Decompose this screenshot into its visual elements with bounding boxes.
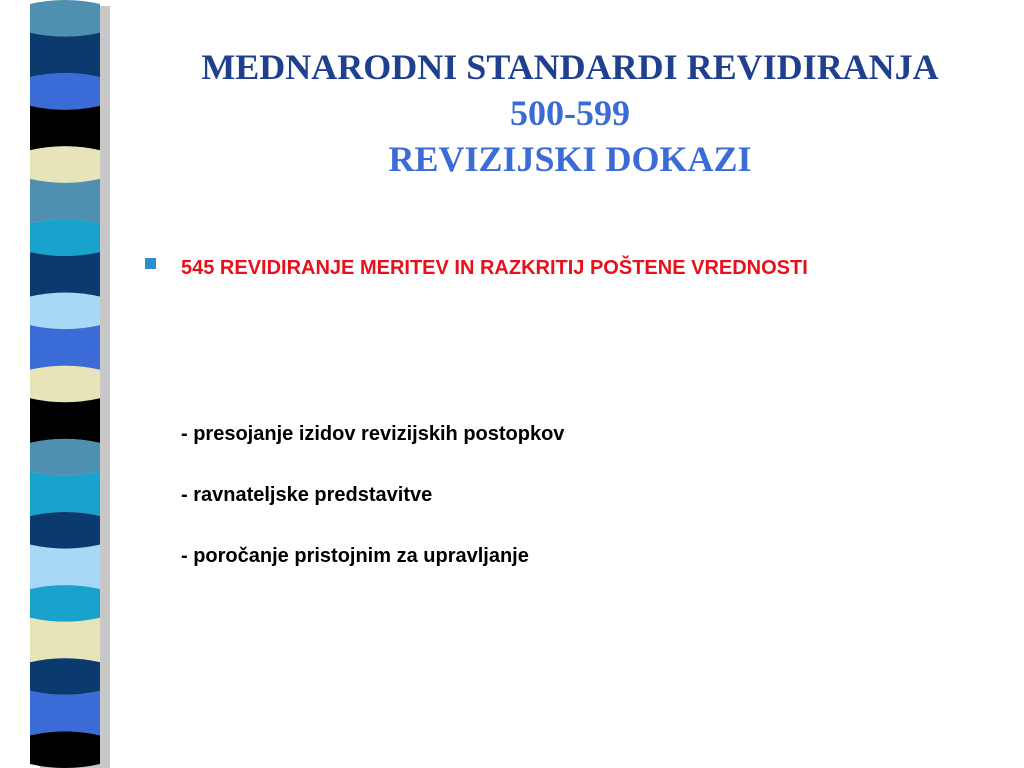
stripe-segment bbox=[30, 398, 100, 443]
stripe-segment bbox=[30, 618, 100, 663]
stripe-segment bbox=[30, 512, 100, 549]
stripe-segment bbox=[30, 545, 100, 590]
stripe-segment bbox=[30, 471, 100, 516]
square-bullet-icon bbox=[145, 258, 156, 269]
stripe-segment bbox=[30, 179, 100, 224]
sub-item-2: - ravnateljske predstavitve bbox=[181, 484, 433, 506]
stripe-segment bbox=[30, 439, 100, 476]
sub-item-1: - presojanje izidov revizijskih postopkov bbox=[181, 423, 565, 445]
stripe-segment bbox=[30, 146, 100, 183]
stripe-segment bbox=[30, 106, 100, 151]
stripe-graphic bbox=[30, 0, 100, 768]
stripe-segment bbox=[30, 366, 100, 403]
stripe-segment bbox=[30, 658, 100, 695]
stripe-segment bbox=[30, 73, 100, 110]
stripe-segment bbox=[30, 691, 100, 736]
stripe-segment bbox=[30, 0, 100, 37]
slide-title bbox=[120, 44, 1020, 182]
stripe-segment bbox=[30, 252, 100, 297]
stripe-segment bbox=[30, 219, 100, 256]
decorative-stripe-column bbox=[30, 0, 100, 768]
bullet-text: 545 REVIDIRANJE MERITEV IN RAZKRITIJ POŠTENE VREDNOSTI bbox=[181, 257, 808, 279]
title-line-3: REVIZIJSKI DOKAZI bbox=[388, 139, 752, 179]
stripe-segment bbox=[30, 33, 100, 78]
stripe-segment bbox=[30, 293, 100, 330]
stripe-segment bbox=[30, 731, 100, 768]
title-line-1: MEDNARODNI STANDARDI REVIDIRANJA bbox=[201, 47, 939, 87]
stripe-segment bbox=[30, 325, 100, 370]
stripe-segment bbox=[30, 585, 100, 622]
sub-item-3: - poročanje pristojnim za upravljanje bbox=[181, 545, 529, 567]
title-line-2: 500-599 bbox=[510, 93, 630, 133]
